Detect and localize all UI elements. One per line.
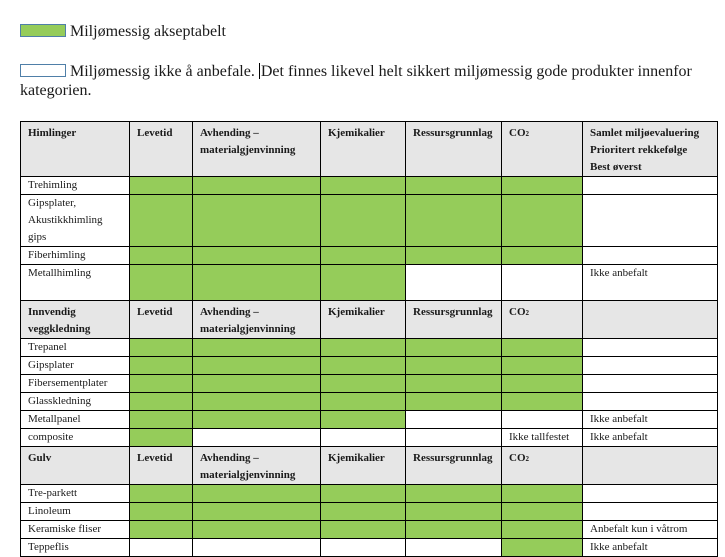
- col-header-summary: [583, 301, 718, 339]
- rating-cell: [406, 411, 502, 429]
- section-title: Innvendig veggkledning: [21, 301, 130, 339]
- rating-cell: [130, 429, 193, 447]
- rating-cell: [502, 195, 583, 247]
- rating-cell: [406, 539, 502, 557]
- legend-acceptable-label: Miljømessig akseptabelt: [70, 23, 226, 40]
- rating-cell: [193, 177, 321, 195]
- environment-evaluation-table: [20, 121, 718, 557]
- col-header-levetid: Levetid: [130, 301, 193, 339]
- rating-cell: [130, 521, 193, 539]
- rating-cell: Ikke tallfestet: [502, 429, 583, 447]
- rating-cell: [321, 429, 406, 447]
- rating-cell: [130, 375, 193, 393]
- table-row: [21, 429, 718, 447]
- rating-cell: [406, 357, 502, 375]
- section-title: Gulv: [21, 447, 130, 485]
- rating-cell: [130, 393, 193, 411]
- table-row: [21, 411, 718, 429]
- col-header-avhending: Avhending – materialgjenvinning: [193, 301, 321, 339]
- rating-cell: [406, 521, 502, 539]
- summary-note: [583, 393, 718, 411]
- rating-cell: [130, 357, 193, 375]
- table-row: [21, 539, 718, 557]
- table-row: [21, 265, 718, 301]
- summary-note: [583, 485, 718, 503]
- rating-cell: [321, 411, 406, 429]
- table-row: [21, 375, 718, 393]
- product-name: Trehimling: [21, 177, 130, 195]
- rating-cell: [193, 393, 321, 411]
- table-row: [21, 393, 718, 411]
- col-header-co2: CO2: [502, 301, 583, 339]
- rating-cell: [193, 339, 321, 357]
- table-row: [21, 339, 718, 357]
- rating-cell: [193, 521, 321, 539]
- rating-cell: [130, 503, 193, 521]
- rating-cell: [406, 177, 502, 195]
- rating-cell: [193, 539, 321, 557]
- col-header-avhending: Avhending – materialgjenvinning: [193, 122, 321, 177]
- rating-cell: [130, 195, 193, 247]
- col-header-avhending: Avhending – materialgjenvinning: [193, 447, 321, 485]
- rating-cell: [502, 411, 583, 429]
- col-header-ressursgrunnlag: Ressursgrunnlag: [406, 122, 502, 177]
- rating-cell: [502, 357, 583, 375]
- summary-note: [583, 375, 718, 393]
- col-header-kjemikalier: Kjemikalier: [321, 301, 406, 339]
- product-name: Linoleum: [21, 503, 130, 521]
- section-title: Himlinger: [21, 122, 130, 177]
- product-name: Gipsplater: [21, 357, 130, 375]
- rating-cell: [502, 375, 583, 393]
- col-header-ressursgrunnlag: Ressursgrunnlag: [406, 447, 502, 485]
- rating-cell: [321, 539, 406, 557]
- rating-cell: [502, 177, 583, 195]
- text-cursor: [259, 63, 260, 79]
- green-swatch: [20, 24, 66, 37]
- table-row: [21, 485, 718, 503]
- product-name: composite: [21, 429, 130, 447]
- rating-cell: [321, 247, 406, 265]
- rating-cell: [406, 503, 502, 521]
- rating-cell: [130, 539, 193, 557]
- rating-cell: [321, 521, 406, 539]
- rating-cell: [130, 247, 193, 265]
- summary-note: [583, 177, 718, 195]
- rating-cell: [406, 195, 502, 247]
- rating-cell: [130, 485, 193, 503]
- rating-cell: [321, 177, 406, 195]
- rating-cell: [321, 503, 406, 521]
- table-row: [21, 521, 718, 539]
- summary-note: Ikke anbefalt: [583, 429, 718, 447]
- rating-cell: [321, 195, 406, 247]
- rating-cell: [406, 265, 502, 301]
- summary-note: Ikke anbefalt: [583, 265, 718, 301]
- rating-cell: [321, 265, 406, 301]
- rating-cell: [193, 411, 321, 429]
- col-header-ressursgrunnlag: Ressursgrunnlag: [406, 301, 502, 339]
- rating-cell: [193, 375, 321, 393]
- rating-cell: [193, 357, 321, 375]
- legend-not-recommended: [20, 62, 700, 100]
- product-name: Metallhimling: [21, 265, 130, 301]
- white-swatch: [20, 64, 66, 77]
- rating-cell: [130, 265, 193, 301]
- col-header-summary: [583, 447, 718, 485]
- legend-not-recommended-label-2: Det finnes likevel helt sikkert miljømessig gode produkter innenfor kategorien.: [20, 63, 692, 99]
- rating-cell: [406, 247, 502, 265]
- product-name: Glasskledning: [21, 393, 130, 411]
- col-header-levetid: Levetid: [130, 447, 193, 485]
- table-row: [21, 177, 718, 195]
- rating-cell: [502, 503, 583, 521]
- rating-cell: [502, 393, 583, 411]
- rating-cell: [321, 485, 406, 503]
- rating-cell: [502, 521, 583, 539]
- product-name: Trepanel: [21, 339, 130, 357]
- rating-cell: [193, 247, 321, 265]
- rating-cell: [502, 485, 583, 503]
- section-header-row: [21, 122, 718, 177]
- col-header-kjemikalier: Kjemikalier: [321, 122, 406, 177]
- summary-note: [583, 339, 718, 357]
- rating-cell: [321, 375, 406, 393]
- rating-cell: [193, 265, 321, 301]
- summary-note: Ikke anbefalt: [583, 411, 718, 429]
- product-name: Fiberhimling: [21, 247, 130, 265]
- summary-note: Anbefalt kun i våtrom: [583, 521, 718, 539]
- product-name: Fibersementplater: [21, 375, 130, 393]
- rating-cell: [130, 339, 193, 357]
- product-name: Teppeflis: [21, 539, 130, 557]
- summary-note: [583, 503, 718, 521]
- rating-cell: [406, 339, 502, 357]
- summary-note: [583, 357, 718, 375]
- rating-cell: [193, 195, 321, 247]
- table-row: [21, 247, 718, 265]
- product-name: Tre-parkett: [21, 485, 130, 503]
- table-row: [21, 357, 718, 375]
- product-name: Metallpanel: [21, 411, 130, 429]
- summary-note: [583, 195, 718, 247]
- rating-cell: [321, 357, 406, 375]
- rating-cell: [406, 393, 502, 411]
- section-header-row: [21, 447, 718, 485]
- rating-cell: [502, 539, 583, 557]
- rating-cell: [321, 339, 406, 357]
- rating-cell: [406, 375, 502, 393]
- section-header-row: [21, 301, 718, 339]
- rating-cell: [502, 265, 583, 301]
- table-row: [21, 195, 718, 247]
- summary-note: [583, 247, 718, 265]
- rating-cell: [130, 411, 193, 429]
- table-row: [21, 503, 718, 521]
- rating-cell: [130, 177, 193, 195]
- col-header-co2: CO2: [502, 122, 583, 177]
- product-name: Keramiske fliser: [21, 521, 130, 539]
- legend-not-recommended-label-1: Miljømessig ikke å anbefale.: [70, 63, 259, 80]
- legend-acceptable: [20, 22, 226, 41]
- rating-cell: [406, 429, 502, 447]
- summary-note: Ikke anbefalt: [583, 539, 718, 557]
- col-header-summary: Samlet miljøevaluering Prioritert rekkefølge Best øverst: [583, 122, 718, 177]
- rating-cell: [193, 429, 321, 447]
- rating-cell: [193, 503, 321, 521]
- rating-cell: [502, 339, 583, 357]
- rating-cell: [502, 247, 583, 265]
- product-name: Gipsplater, Akustikkhimling gips: [21, 195, 130, 247]
- rating-cell: [406, 485, 502, 503]
- rating-cell: [193, 485, 321, 503]
- rating-cell: [321, 393, 406, 411]
- col-header-co2: CO2: [502, 447, 583, 485]
- col-header-kjemikalier: Kjemikalier: [321, 447, 406, 485]
- col-header-levetid: Levetid: [130, 122, 193, 177]
